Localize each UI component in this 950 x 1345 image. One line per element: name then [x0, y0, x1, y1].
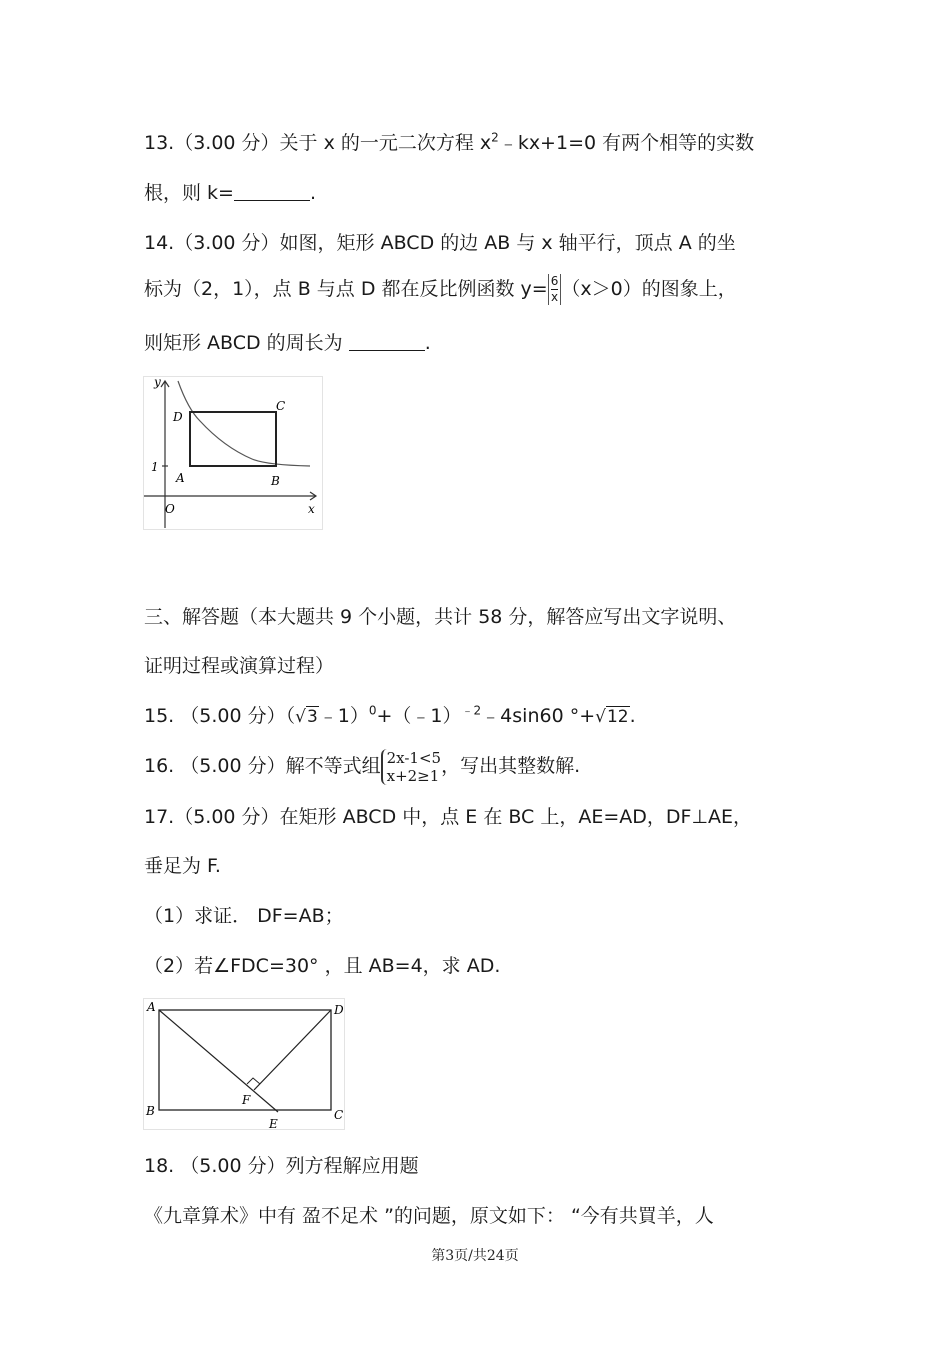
q14-figure	[143, 376, 323, 530]
label-e: E	[269, 1117, 278, 1129]
q18-line2: 《九章算术》中有 盈不足术 ”的问题，原文如下： “今有共買羊，人	[144, 1205, 714, 1227]
q18-line1: 18. （5.00 分）列方程解应用题	[144, 1155, 419, 1177]
label-one: 1	[151, 460, 159, 474]
hyperbola-curve	[178, 381, 310, 466]
q17-line4: （2）若∠FDC=30° ，且 AB=4，求 AD.	[144, 955, 501, 977]
q15-sqrt-12: √12	[595, 707, 629, 727]
label-c: C	[276, 399, 286, 413]
label-origin: O	[165, 502, 175, 516]
q15-text-a: 15. （5.00 分）（	[144, 705, 296, 727]
q15-sqrt-12-radicand: 12	[606, 707, 629, 727]
q15-exp-neg2: ﹣2	[461, 703, 482, 718]
q15-exp-0: 0	[368, 703, 377, 718]
q13-text-b: ﹣kx+1=0 有两个相等的实数	[498, 132, 755, 154]
q17-line2: 垂足为 F.	[144, 855, 221, 877]
q17-figure-svg	[144, 999, 344, 1129]
q14-frac-den: x	[550, 290, 559, 304]
q15-text-e: .	[629, 705, 636, 727]
q13-text-c: 根，则 k=	[144, 182, 234, 204]
q15-text-c: +（﹣1）	[376, 705, 462, 727]
q14-text-a: 标为（2，1），点 B 与点 D 都在反比例函数 y=	[144, 278, 548, 300]
q15-text-d: ﹣4sin60 °+	[481, 705, 596, 727]
q16-ineq-1: 2x-1<5	[386, 748, 442, 767]
q16-text-b: ，写出其整数解.	[441, 755, 581, 777]
label-a: A	[176, 471, 185, 485]
q14-figure-svg	[144, 377, 322, 529]
label-b: B	[146, 1104, 155, 1118]
q14-text-b: （x＞0）的图象上，	[561, 278, 737, 300]
q13-text-d: .	[309, 182, 317, 204]
label-c: C	[334, 1108, 344, 1122]
q17-line3: （1）求证． DF=AB；	[144, 905, 344, 927]
q13-line2	[144, 180, 316, 206]
section3-line2: 证明过程或演算过程）	[144, 655, 335, 677]
page-footer: 第3页/共24页	[431, 1248, 519, 1264]
section3-line1: 三、解答题（本大题共 9 个小题，共计 58 分，解答应写出文字说明、	[144, 606, 737, 628]
q14-line3	[144, 330, 431, 356]
label-a: A	[147, 1000, 156, 1014]
q15-sqrt-3: √3	[295, 707, 318, 727]
q13-line1	[144, 130, 754, 156]
q16-ineq-2: x+2≥1	[386, 766, 440, 785]
q14-line1: 14.（3.00 分）如图，矩形 ABCD 的边 AB 与 x 轴平行，顶点 A 的坐	[144, 232, 736, 254]
q14-answer-blank	[349, 332, 425, 351]
label-b: B	[271, 474, 280, 488]
q14-text-c: 则矩形 ABCD 的周长为	[144, 332, 349, 354]
label-f: F	[242, 1093, 251, 1107]
q14-fraction	[548, 274, 562, 305]
right-angle-mark	[247, 1078, 260, 1084]
rectangle-abcd	[190, 412, 276, 466]
q13-answer-blank	[234, 182, 310, 201]
label-x: x	[308, 502, 315, 516]
q15-line	[144, 703, 636, 730]
label-d: D	[334, 1003, 344, 1017]
q14-line2	[144, 274, 737, 305]
segment-df	[254, 1010, 331, 1090]
q13-text-a: 13.（3.00 分）关于 x 的一元二次方程 x	[144, 132, 492, 154]
q16-text-a: 16. （5.00 分）解不等式组	[144, 755, 381, 777]
q17-figure	[143, 998, 345, 1130]
q14-frac-num: 6	[550, 274, 559, 288]
segment-ae	[159, 1010, 278, 1112]
label-d: D	[173, 410, 183, 424]
q15-text-b: ﹣1）	[318, 705, 369, 727]
label-y: y	[154, 377, 161, 389]
q15-sqrt-3-radicand: 3	[306, 707, 318, 727]
q17-line1: 17.（5.00 分）在矩形 ABCD 中，点 E 在 BC 上，AE=AD，DF⊥AE，	[144, 806, 753, 828]
q16-inequality-system	[381, 749, 441, 785]
q13-exponent: 2	[491, 130, 499, 145]
q14-text-d: .	[424, 332, 431, 354]
q16-line	[144, 746, 580, 786]
